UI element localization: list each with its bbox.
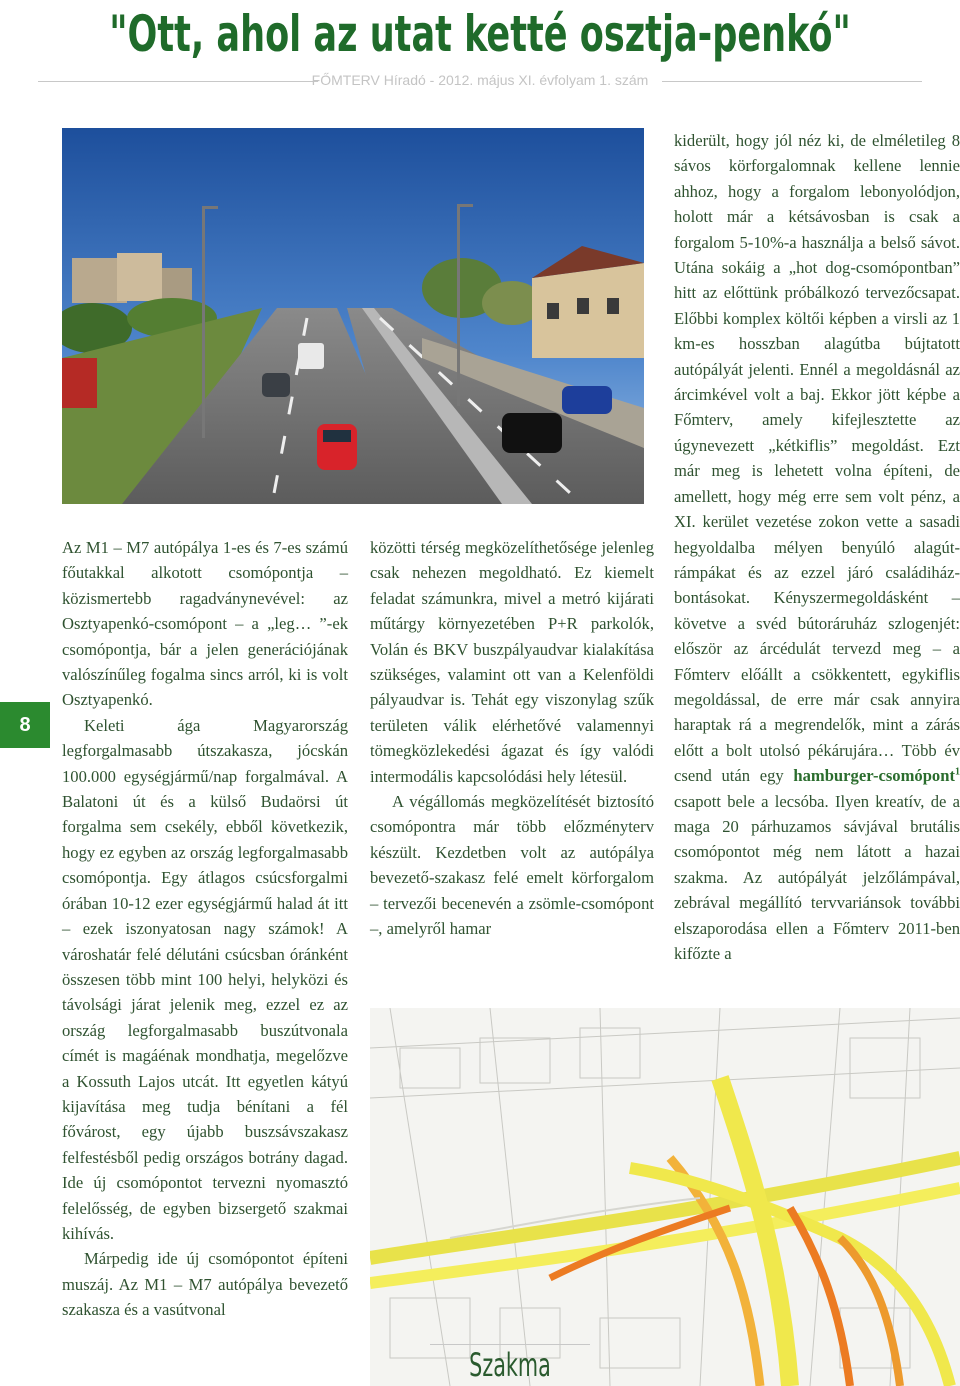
text-column-2 <box>370 535 654 942</box>
article-title: "Ott, ahol az utat ketté osztja-penkó" <box>109 5 851 63</box>
footer-rule <box>430 1344 590 1345</box>
paragraph: Az M1 – M7 autópálya 1-es és 7-es számú főutakkal alkotott csomópontja – közismertebb ragadványnevével: az Osztyapenkó-csomópont – a „leg… ”-ek csomópontja, bár a jelen generációjának valószínűleg fogalma sincs arról, ki is volt Osztyapenkó. <box>62 538 348 710</box>
highway-photo <box>62 128 644 504</box>
page-number: 8 <box>0 702 50 748</box>
text-column-3 <box>674 128 960 966</box>
paragraph: közötti térség megközelíthetősége jelenleg csak nehezen megoldható. Ez kiemelt feladat számunkra, mivel a metró kijárati műtárgy környezetében P+R parkolók, Volán és BKV buszpályaudvar kialakítása szükséges, valamint ott van a Kelenföldi pályaudvar is. Tehát egy viszonylag szűk területen válik elérhetővé valamennyi tömegközlekedési ágazat és így valódi intermodális kapcsolódási hely létesül. <box>370 538 654 786</box>
header-rule-right <box>662 81 922 82</box>
section-name: Szakma <box>469 1346 551 1384</box>
paragraph: Keleti ága Magyarország legforgalmasabb útszakasza, jócskán 100.000 egységjármű/nap forgalmával. A Balatoni út és a külső Budaörsi út forgalma sem csekély, ebből következik, hogy ez egyben az ország legforgalmasabb csomópontja. Egy átlagos csúcsforgalmi órában 10-12 ezer egységjármű halad át itt – ezek iszonyatosan nagy számok! A városhatár felé délutáni csúcsban óránként összesen több mint 100 helyi, helyközi és távolsági járat jelenik meg, ezzel ez az ország legforgalmasabb buszútvonala címét is magáénak mondhatja, megelőzve a Kossuth Lajos utcát. Itt egyetlen kátyú kijavítása meg tudja bénítani a fél fővárost, egy újabb buszsávszakasz felfestésből pedig országos botrány dagad. Ide új csomópontot tervezni nyomasztó felelősség, de egyben bizsergető szakmai kihívás. <box>62 715 348 1243</box>
interchange-plan-map <box>370 1008 960 1386</box>
footnote-marker: 1 <box>955 766 960 778</box>
paragraph: Márpedig ide új csomópontot építeni muszáj. Az M1 – M7 autópálya bevezető szakasza és a vasútvonal <box>62 1249 348 1320</box>
issue-subtitle: FŐMTERV Híradó - 2012. május XI. évfolyam 1. szám <box>311 72 649 88</box>
text-column-1 <box>62 535 348 1323</box>
hamburger-interchange-term: hamburger-csomópont <box>793 766 955 786</box>
paragraph: A végállomás megközelítését biztosító csomópontra már több előzményterv készült. Kezdetben volt az autópálya bevezető-szakasz felé emelt körforgalom – tervezői becenevén a zsömle-csomópont –, amelyről hamar <box>370 792 654 939</box>
paragraph-text: csapott bele a lecsóba. Ilyen kreatív, de a maga 20 párhuzamos sávjával brutális csomópontot még nem látott a hazai szakma. Az autópályát jelzőlámpával, zebrával megállító tervvariánsok további elszaporodása ellen a Főmterv 2011-ben kifőzte a <box>674 791 960 963</box>
paragraph-text: kiderült, hogy jól néz ki, de elméletileg 8 sávos körforgalomnak kellene lennie ahhoz, hogy a forgalom lebonyolódjon, holott már a kétsávosban is csak a forgalom 5-10%-a használja a belső sávot. Utána sokáig a „hot dog-csomópontban” hitt az előttünk próbálkozó tervezőcsapat. Előbbi komplex költői képben a virsli az 1 km-es hosszban alagútba bújtatott autópályát jelenti. Ennél a megoldásnál az árcimkével volt a baj. Ekkor jött képbe a Főmterv, amely kifejlesztette az úgynevezett „kétkiflis” megoldást. Ezt már meg is lehetett volna építeni, de amellett, hogy még erre sem volt pénz, a XI. kerület vezetése zokon vette a sasadi hegyoldalba mélyen benyúló alagút-rámpákat és az ezzel járó családiház-bontásokat. Kényszermegoldásként – követve a svéd bútoráruház szlogenjét: először az árcédulát tervezd meg – a Főmterv előállt a csökkentett, egykiflis megoldással, de erre már csak annyira haraptak rá a megrendelők, mint a zárás előtt a bolt utolsó pékárujára… Több év csend után egy <box>674 131 960 786</box>
paragraph <box>674 128 960 966</box>
header-bar <box>38 72 922 92</box>
